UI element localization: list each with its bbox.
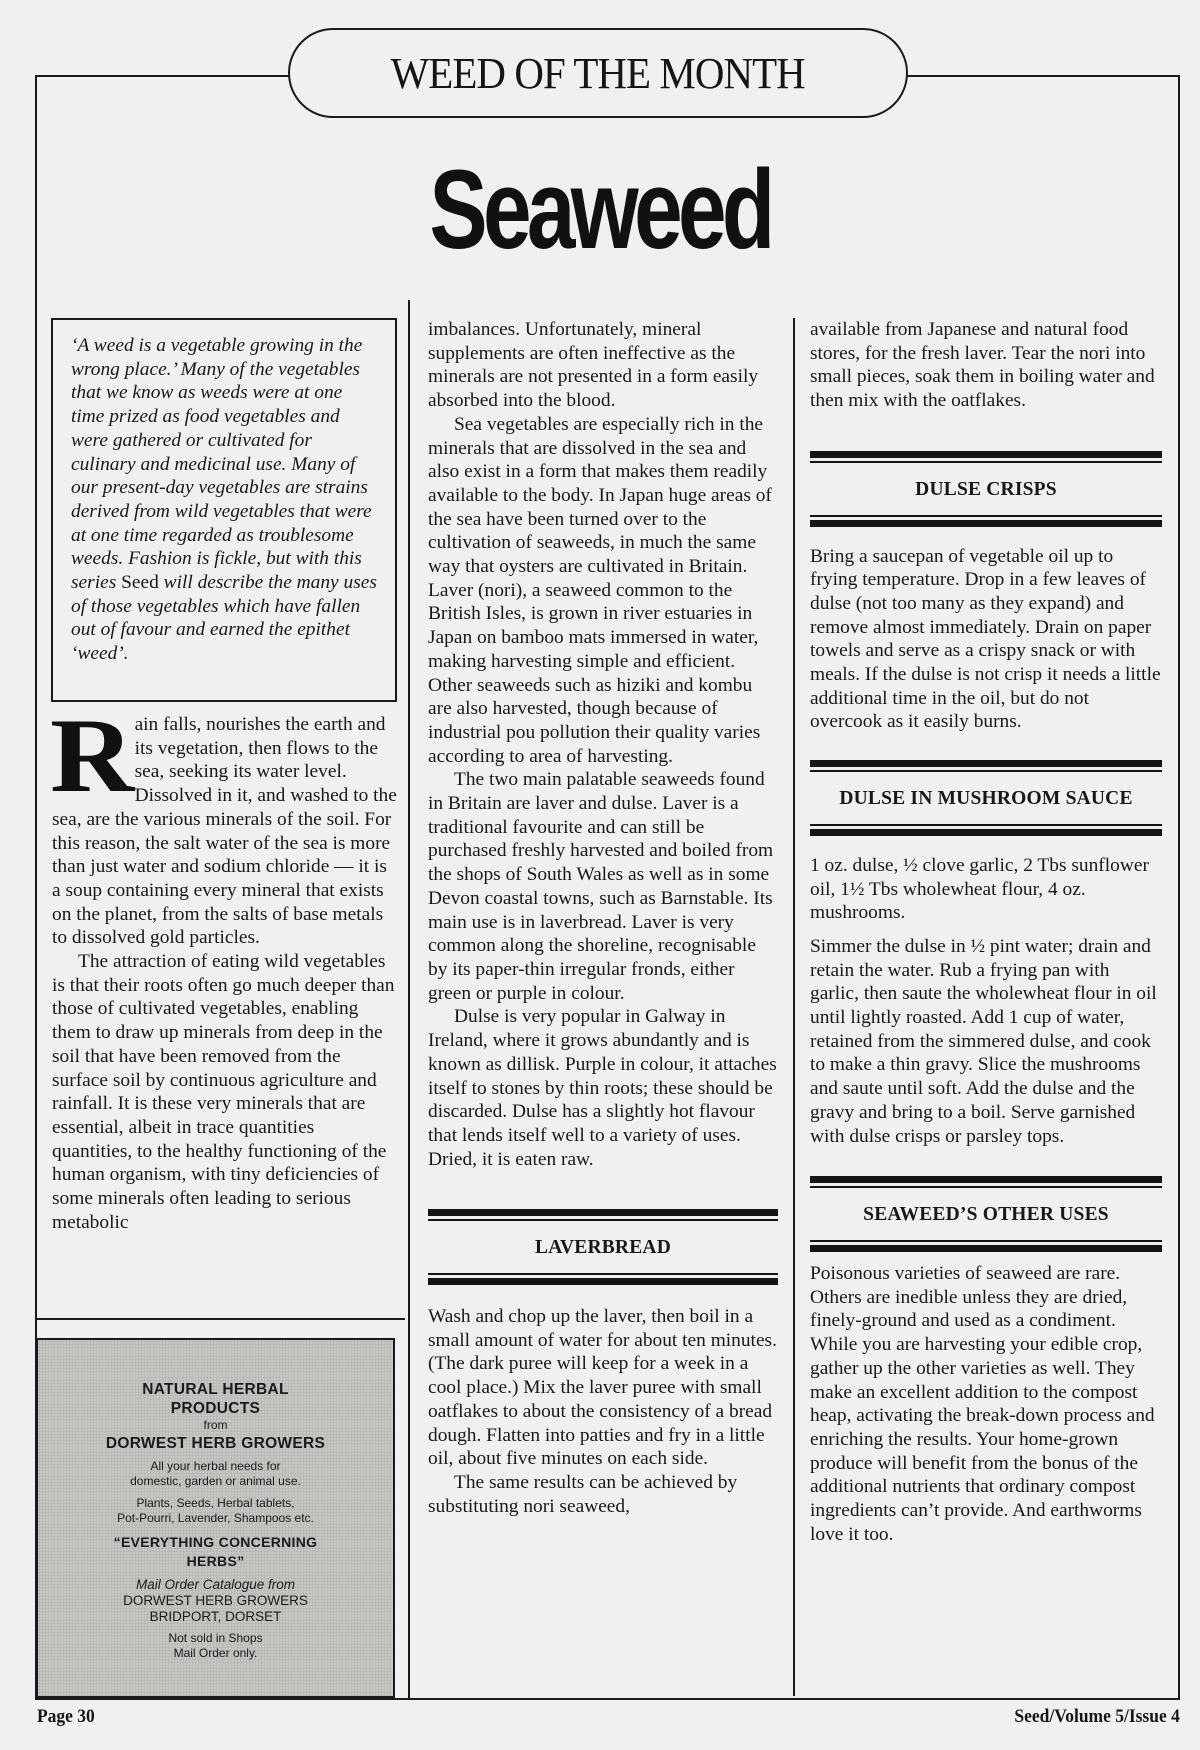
left-paragraph-1 <box>50 697 398 950</box>
left-paragraph-2: The attraction of eating wild vegetables is that their roots often go much deeper than those of cultivated vegetables, enabling them to draw up minerals from deep in the soil that have been removed from the surface soil by continuous agriculture and rainfall. It is these very minerals that are essential, albeit in trace quantities quantities, to the healthy functioning of the human organism, with tiny deficiencies of some minerals often leading to serious metabolic <box>52 951 395 1233</box>
rule-thick <box>428 1209 778 1216</box>
rule-thin <box>810 461 1162 463</box>
intro-text-after: will describe the many uses of those vegetables which have fallen out of favour and earned the epithet ‘weed’. <box>71 572 377 665</box>
middle-column <box>428 318 778 1518</box>
rule-thick <box>428 1278 778 1285</box>
ad-note-2: Mail Order only. <box>173 1646 258 1660</box>
ad-address-2: BRIDPORT, DORSET <box>149 1608 282 1624</box>
right-column <box>810 318 1162 1546</box>
ad-slogan-2: HERBS” <box>186 1552 245 1569</box>
ad-company: DORWEST HERB GROWERS <box>105 1434 326 1452</box>
ad-slogan-1: “EVERYTHING CONCERNING <box>113 1533 318 1550</box>
heading-dulse-crisps: DULSE CRISPS <box>915 478 1057 500</box>
page-number: Page 30 <box>37 1706 95 1727</box>
mushroom-sauce-ingredients: 1 oz. dulse, ½ clove garlic, 2 Tbs sunflower oil, 1½ Tbs wholewheat flour, 4 oz. mushrooms. <box>810 854 1149 924</box>
rule-thick <box>810 760 1162 767</box>
banner-label: WEED OF THE MONTH <box>390 48 806 98</box>
right-paragraph-1: available from Japanese and natural food stores, for the fresh laver. Tear the nori into small pieces, soak them in boiling water and then mix with the oatflakes. <box>810 319 1155 412</box>
rule-thin <box>810 770 1162 772</box>
ad-products-2: Pot-Pourri, Lavender, Shampoos etc. <box>117 1511 314 1525</box>
ad-tagline-1: All your herbal needs for <box>150 1458 281 1473</box>
ad-headline-2: PRODUCTS <box>170 1400 261 1417</box>
ad-from: from <box>203 1418 228 1432</box>
rule-thin <box>810 824 1162 826</box>
rule-thick <box>810 1176 1162 1183</box>
ad-tagline-2: domestic, garden or animal use. <box>130 1474 301 1488</box>
middle-paragraph-4: Dulse is very popular in Galway in Ireland, where it grows abundantly and is known as dillisk. Purple in colour, it attaches itself to stones by thin roots; these should be discarded. Dulse has a slightly hot flavour that lends itself well to a variety of uses. Dried, it is eaten raw. <box>428 1006 777 1170</box>
left-column-divider <box>35 1318 405 1320</box>
intro-box <box>51 318 397 702</box>
intro-seed-name: Seed <box>121 572 159 594</box>
rule-thin <box>428 1273 778 1275</box>
rule-thick <box>810 829 1162 836</box>
left-paragraph-1-text: ain falls, nourishes the earth and its vegetation, then flows to the sea, seeking its water level. Dissolved in it, and washed to the sea, are the various minerals of the soil. For this reason, the salt water of the sea is more than just water and sodium chloride — it is a soup containing every mineral that exists on the planet, from the salts of base metals to dissolved gold particles. <box>52 714 397 949</box>
ad-address-1: DORWEST HERB GROWERS <box>123 1592 308 1608</box>
left-column <box>50 697 398 1234</box>
rule-thick <box>810 451 1162 458</box>
middle-paragraph-2: Sea vegetables are especially rich in the minerals that are dissolved in the sea and also exist in a form that makes them readily available to the body. In Japan huge areas of the sea have been turned over to the cultivation of seaweeds, in much the same way that oysters are cultivated in Britain. Laver (nori), a seaweed common to the British Isles, is grown in river estuaries in Japan on bamboo mats immersed in water, making harvesting simple and efficient. Other seaweeds such as hiziki and kombu are also harvested, though because of industrial pou pollution their quality varies according to area of harvesting. <box>428 413 772 767</box>
ad-note-1: Not sold in Shops <box>168 1630 263 1645</box>
rule-thick <box>810 520 1162 527</box>
column-divider <box>793 318 795 1696</box>
section-banner <box>288 28 908 118</box>
middle-paragraph-3: The two main palatable seaweeds found in Britain are laver and dulse. Laver is a traditional favourite and can still be purchased freshly harvested and boiled from the shops of South Wales as well as in some Devon coastal towns, such as Barnstable. Its main use is in laverbread. Laver is very common along the shoreline, recognisable by its paper-thin irregular fronds, either green or purple in colour. <box>428 769 774 1004</box>
rule-thick <box>810 1245 1162 1252</box>
ad-headline-1: NATURAL HERBAL <box>142 1381 289 1398</box>
mushroom-sauce-method: Simmer the dulse in ½ pint water; drain and retain the water. Rub a frying pan with garlic, then saute the wholewheat flour in oil until lightly roasted. Add 1 cup of water, retained from the simmered dulse, and cook to make a thin gravy. Slice the mushrooms and saute until soft. Add the dulse and the gravy and bring to a boil. Serve garnished with dulse crisps or parsley tops. <box>810 935 1157 1147</box>
article-title: Seaweed <box>429 147 771 272</box>
rule-thin <box>810 515 1162 517</box>
drop-cap: R <box>50 697 135 814</box>
dulse-crisps-text: Bring a saucepan of vegetable oil up to frying temperature. Drop in a few leaves of dulse (not too many as they expand) and remove almost immediately. Drain on paper towels and serve as a crispy snack or with meals. If the dulse is not crisp it needs a little additional time in the oil, but do not overcook as it easily burns. <box>810 545 1161 733</box>
intro-text-before: ‘A weed is a vegetable growing in the wrong place.’ Many of the vegetables that we know as weeds were at one time prized as food vegetables and were gathered or cultivated for culinary and medicinal use. Many of our present-day vegetables are strains derived from wild vegetables that were at one time regarded as troublesome weeds. Fashion is fickle, but with this series <box>71 335 372 594</box>
advertisement-box <box>36 1338 395 1698</box>
laverbread-paragraph-2: The same results can be achieved by substituting nori seaweed, <box>428 1471 738 1517</box>
heading-dulse-mushroom-sauce: DULSE IN MUSHROOM SAUCE <box>839 788 1133 810</box>
ad-products-1: Plants, Seeds, Herbal tablets, <box>136 1495 295 1510</box>
ad-catalogue: Mail Order Catalogue from <box>135 1576 296 1592</box>
rule-thin <box>428 1219 778 1221</box>
issue-info: Seed/Volume 5/Issue 4 <box>1014 1706 1180 1727</box>
heading-other-uses: SEAWEED’S OTHER USES <box>863 1204 1109 1226</box>
other-uses-text: Poisonous varieties of seaweed are rare. Others are inedible unless they are dried, finely-ground and used as a condiment. While you are harvesting your edible crop, gather up the other varieties as well. They make an excellent addition to the compost heap, activating the break-down process and enriching the results. Your home-grown produce will benefit from the bonus of the additional nutrients that ordinary compost ingredients can’t provide. And earthworms love it too. <box>810 1262 1155 1545</box>
rule-thin <box>810 1240 1162 1242</box>
heading-laverbread: LAVERBREAD <box>534 1237 671 1259</box>
laverbread-paragraph-1: Wash and chop up the laver, then boil in a small amount of water for about ten minutes. (The dark puree will keep for a week in a cool place.) Mix the laver puree with small oatflakes to about the consistency of a bread dough. Flatten into patties and fry in a little oil, about five minutes on each side. <box>428 1306 777 1470</box>
rule-thin <box>810 1186 1162 1188</box>
middle-paragraph-1: imbalances. Unfortunately, mineral supplements are often ineffective as the minerals are not presented in a form easily absorbed into the blood. <box>428 319 759 412</box>
